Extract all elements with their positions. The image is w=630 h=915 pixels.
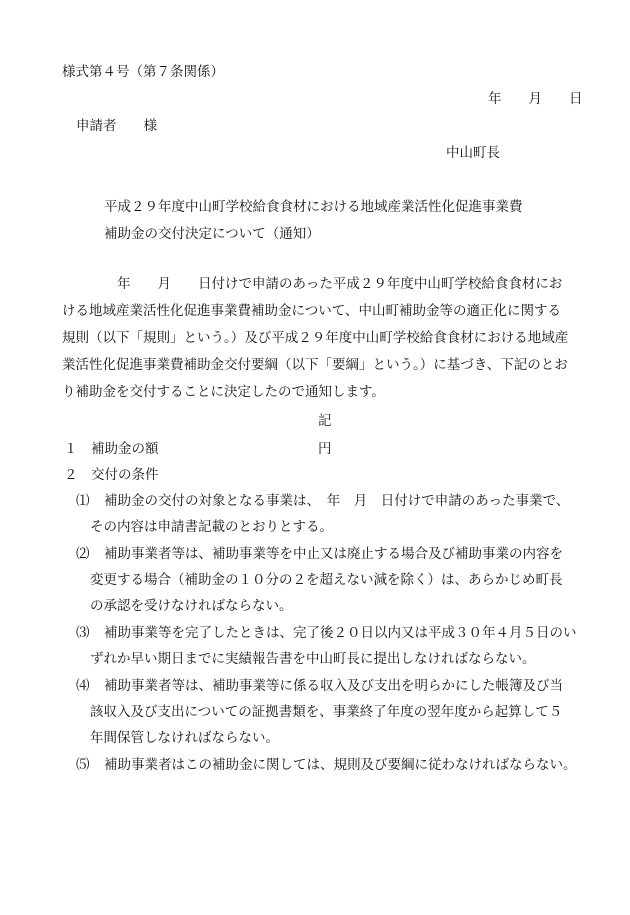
condition-2-line-1: 補助事業者等は、補助事業等を中止又は廃止する場合及び補助事業の内容を	[104, 546, 563, 562]
date-line: 年 月 日	[488, 91, 583, 107]
ki-heading: 記	[318, 413, 332, 429]
body-line-2: ける地域産業活性化促進事業費補助金について、中山町補助金等の適正化に関する	[62, 303, 561, 319]
condition-1-line-1: 補助金の交付の対象となる事業は、 年 月 日付けで申請のあった事業で、	[104, 493, 570, 509]
condition-5-line-1: 補助事業者はこの補助金に関しては、規則及び要綱に従わなければならない。	[104, 757, 577, 773]
condition-1-line-2: その内容は申請書記載のとおりとする。	[90, 519, 333, 535]
item2-label: ２ 交付の条件	[64, 467, 159, 483]
issuer-name: 中山町長	[446, 145, 500, 161]
title-line-1: 平成２９年度中山町学校給食食材における地域産業活性化促進事業費	[104, 199, 523, 215]
condition-4-line-3: 年間保管しなければならない。	[90, 730, 279, 746]
condition-1-number: ⑴	[76, 493, 90, 509]
condition-4-number: ⑷	[76, 678, 90, 694]
body-line-3: 規則（以下「規則」という。）及び平成２９年度中山町学校給食食材における地域産	[62, 330, 569, 346]
condition-5-number: ⑸	[76, 757, 90, 773]
condition-3-number: ⑶	[76, 625, 90, 641]
condition-2-line-2: 変更する場合（補助金の１０分の２を超えない減を除く）は、あらかじめ町長	[90, 572, 563, 588]
condition-2-line-3: の承認を受けなければならない。	[90, 598, 293, 614]
item1-unit: 円	[318, 441, 332, 457]
body-line-5: り補助金を交付することに決定したので通知します。	[62, 384, 385, 400]
applicant-line: 申請者 様	[76, 118, 157, 134]
body-line-1: 年 月 日付けで申請のあった平成２９年度中山町学校給食食材にお	[117, 276, 563, 292]
condition-3-line-1: 補助事業等を完了したときは、完了後２０日以内又は平成３０年４月５日のい	[104, 625, 577, 641]
item1-label: １ 補助金の額	[64, 441, 159, 457]
form-label: 様式第４号（第７条関係）	[62, 64, 224, 80]
body-line-4: 業活性化促進事業費補助金交付要綱（以下「要綱」という。）に基づき、下記のとお	[62, 357, 568, 373]
condition-2-number: ⑵	[76, 546, 90, 562]
title-line-2: 補助金の交付決定について（通知）	[104, 226, 320, 242]
condition-4-line-2: 該収入及び支出についての証拠書類を、事業終了年度の翌年度から起算して５	[90, 704, 563, 720]
condition-3-line-2: ずれか早い期日までに実績報告書を中山町長に提出しなければならない。	[90, 651, 536, 667]
condition-4-line-1: 補助事業者等は、補助事業等に係る収入及び支出を明らかにした帳簿及び当	[104, 678, 563, 694]
